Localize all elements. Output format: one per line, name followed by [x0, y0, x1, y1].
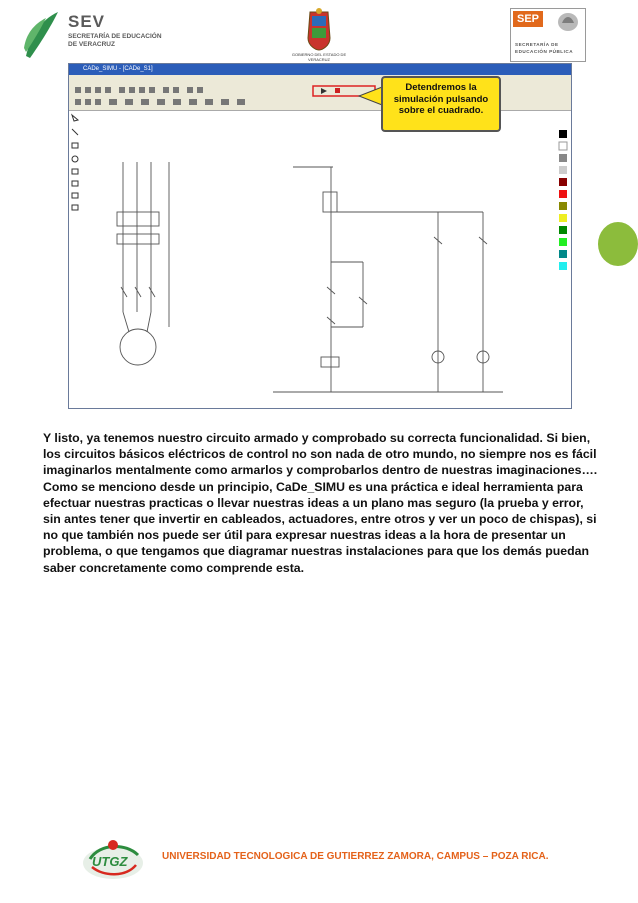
coat-of-arms-icon: [284, 8, 354, 52]
cadesimu-screenshot: [68, 63, 572, 409]
utgz-logo-text: UTGZ: [92, 854, 128, 869]
sep-subtitle: SECRETARÍA DE EDUCACIÓN PÚBLICA: [515, 42, 574, 54]
left-toolstrip: [69, 111, 81, 271]
seal-caption: GOBIERNO DEL ESTADO DE VERACRUZ: [291, 52, 347, 62]
eagle-emblem-icon: [555, 11, 581, 33]
body-text: [43, 430, 603, 576]
sev-subtitle: SECRETARÍA DE EDUCACIÓN DE VERACRUZ: [68, 33, 162, 48]
sep-title: SEP: [513, 11, 543, 27]
sev-title: SEV: [68, 12, 106, 31]
state-seal: [284, 8, 354, 60]
paragraph-cadesimu: Como se menciono desde un principio, CaDe_SIMU es una práctica e ideal herramienta para efectuar nuestras practicas o llevar nuestras ideas a un plano mas seguro (la prueba y error, sin antes tener que invertir en cableados, actuadores, entre otros y ver un poco de chispas), si no que también nos puede ser útil para expresar nuestras ideas a la hora de presentar un problema, o que tengamos que diagramar nuestras instalaciones para que los demás puedan saber concretamente como comprende esta.: [43, 479, 597, 575]
stop-icon: [335, 88, 340, 93]
decorative-circle: [598, 222, 638, 266]
color-palette: [557, 130, 569, 290]
electrical-schematic: [83, 112, 555, 406]
callout-note: Detendremos la simulación pulsando sobre el cuadrado.: [381, 76, 501, 132]
window-title: CADe_SIMU - [CADe_S1]: [83, 66, 153, 72]
sev-logo: [22, 8, 162, 64]
window-titlebar: [69, 64, 571, 75]
sep-logo: [510, 8, 586, 62]
paragraph-intro: Y listo, ya tenemos nuestro circuito armado y comprobado su correcta funcionalidad. Si bien, los circuitos básicos eléctricos de control no son nada de otro mundo, no siempre nos es fácil imaginarlos mentalmente como armarlos y comprobarlos dentro de nuestras imaginaciones….: [43, 431, 598, 478]
utgz-logo: [80, 833, 146, 883]
footer-university: UNIVERSIDAD TECNOLOGICA DE GUTIERREZ ZAMORA, CAMPUS – POZA RICA.: [162, 851, 549, 862]
play-icon: [321, 88, 327, 94]
sev-leaf-icon: [22, 8, 62, 60]
